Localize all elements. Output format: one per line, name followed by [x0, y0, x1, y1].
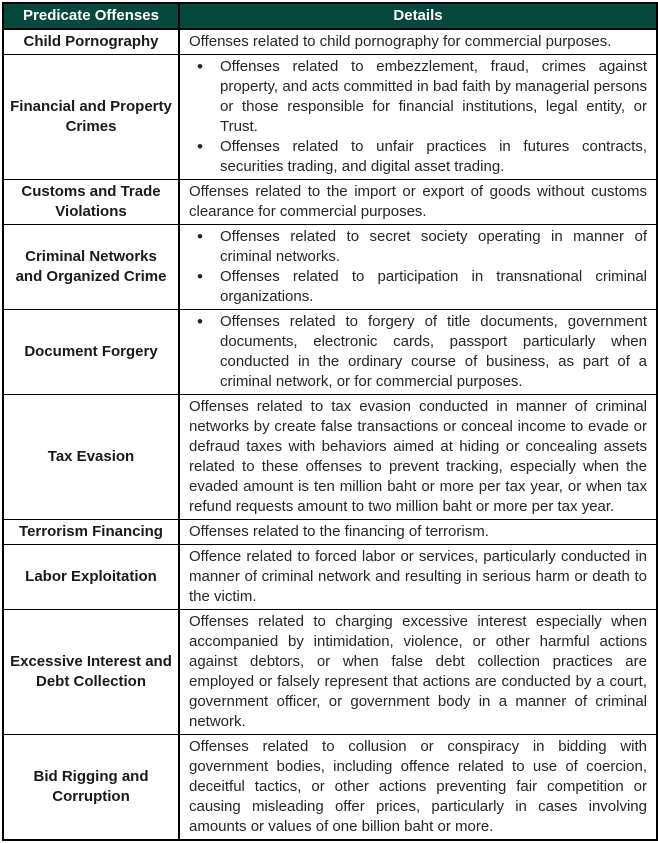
- details-bullet-list: [189, 227, 647, 307]
- details-text: Offenses related to charging excessive interest especially when accompanied by intimidation, violence, or other harmful actions against debtors, or when false debt collection practices are employed or falsely represent that actions are conducted by a court, government officer, or government body in a manner of criminal network.: [189, 613, 647, 730]
- table-row: [3, 610, 657, 735]
- table-row: [3, 180, 657, 225]
- details-text: Offenses related to tax evasion conducted in manner of criminal networks by create false transactions or conceal income to evade or defraud taxes with behaviors aimed at hiding or concealing assets related to these offenses to prevent tracking, especially when the evaded amount is ten million baht or more per tax year, or when tax refund requests amount to two million baht or more per tax year.: [189, 398, 647, 515]
- table-row: [3, 225, 657, 310]
- details-bullet-list: [189, 57, 647, 177]
- details-text: Offenses related to the financing of terrorism.: [189, 523, 489, 540]
- details-text: Offenses related to child pornography for commercial purposes.: [189, 33, 612, 50]
- table-row: [3, 29, 657, 55]
- details-text: Offenses related to the import or export of goods without customs clearance for commercial purposes.: [189, 183, 647, 220]
- details-cell: [179, 520, 657, 545]
- details-bullet-item: • Offenses related to unfair practices in futures contracts, securities trading, and digital asset trading.: [189, 137, 647, 177]
- details-cell: [179, 180, 657, 225]
- table-row: [3, 735, 657, 841]
- table-row: [3, 310, 657, 395]
- details-cell: [179, 225, 657, 310]
- predicate-offenses-table: [2, 2, 658, 841]
- offense-cell: Bid Rigging and Corruption: [3, 735, 179, 841]
- offense-cell: Financial and Property Crimes: [3, 55, 179, 180]
- offense-cell: Tax Evasion: [3, 395, 179, 520]
- details-cell: [179, 395, 657, 520]
- offense-cell: Document Forgery: [3, 310, 179, 395]
- offense-cell: Child Pornography: [3, 29, 179, 55]
- offense-cell: Customs and Trade Violations: [3, 180, 179, 225]
- table-row: [3, 55, 657, 180]
- table-body: [3, 29, 657, 840]
- offense-cell: Criminal Networks and Organized Crime: [3, 225, 179, 310]
- details-cell: [179, 610, 657, 735]
- details-cell: [179, 545, 657, 610]
- details-cell: [179, 29, 657, 55]
- details-cell: [179, 55, 657, 180]
- details-bullet-list: [189, 312, 647, 392]
- table-row: [3, 545, 657, 610]
- table-header-row: [3, 3, 657, 29]
- details-text: Offenses related to collusion or conspiracy in bidding with government bodies, including offence related to use of coercion, deceitful tactics, or other actions preventing fair competition or causing misleading offer prices, particularly in cases involving amounts or values of one billion baht or more.: [189, 738, 647, 835]
- details-text: Offence related to forced labor or services, particularly conducted in manner of criminal network and resulting in serious harm or death to the victim.: [189, 548, 647, 605]
- table-row: [3, 395, 657, 520]
- details-bullet-item: • Offenses related to embezzlement, fraud, crimes against property, and acts committed in bad faith by managerial persons or those responsible for financial institutions, legal entity, or Trust.: [189, 57, 647, 137]
- column-header-details: Details: [179, 3, 657, 29]
- table-row: [3, 520, 657, 545]
- details-bullet-item: • Offenses related to forgery of title documents, government documents, electronic cards, passport particularly when conducted in the ordinary course of business, as part of a criminal network, or for commercial purposes.: [189, 312, 647, 392]
- details-cell: [179, 735, 657, 841]
- offense-cell: Excessive Interest and Debt Collection: [3, 610, 179, 735]
- details-cell: [179, 310, 657, 395]
- column-header-predicate-offenses: Predicate Offenses: [3, 3, 179, 29]
- details-bullet-item: • Offenses related to secret society operating in manner of criminal networks.: [189, 227, 647, 267]
- offense-cell: Terrorism Financing: [3, 520, 179, 545]
- details-bullet-item: • Offenses related to participation in transnational criminal organizations.: [189, 267, 647, 307]
- offense-cell: Labor Exploitation: [3, 545, 179, 610]
